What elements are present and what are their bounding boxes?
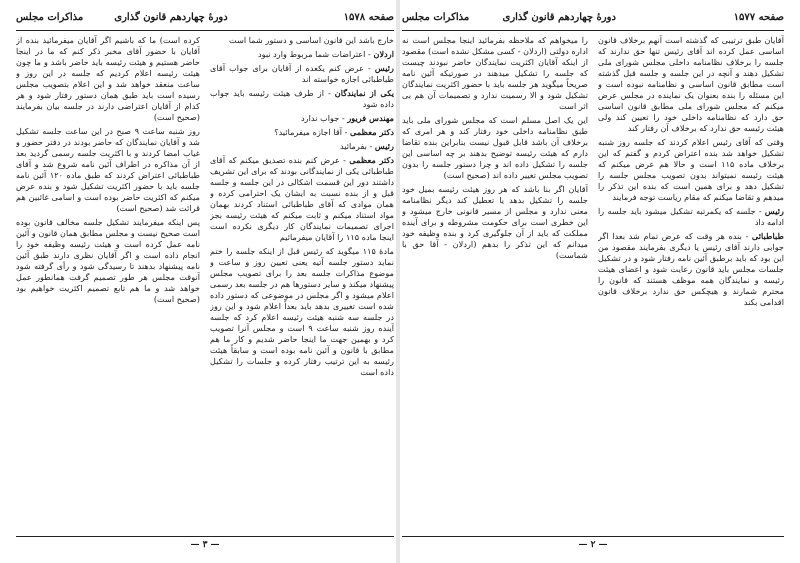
paragraph (210, 127, 394, 138)
speaker-name: رئیس (764, 206, 784, 216)
page-number: صفحه ۱۵۷۷ (733, 12, 784, 23)
paragraph (210, 155, 394, 243)
paragraph-text: - جواب ندارد (301, 113, 348, 123)
text-columns (16, 35, 394, 533)
column-right (598, 35, 784, 533)
speaker-name: طباطبائی (751, 231, 784, 241)
paragraph-text: - عرض کنم بنده تصدیق میکنم که آقای طباطبائی یکی از نمایندگانی بودند که برای این تشریف داشتند دور این قسمت اشکالی در این جلسه و جلسه قبل و از بنده نسبت به ایشان یک احترامی کرده و همان موادی که آقای طباطبائی استناد کردند بهمان مواد استناد میکنم و ثابت میکنم که هیئت رئیسه بجز اجرای تصمیمات نمایندگان کار دیگری نکرده است اینجا ماده ۱۱۵ را آقایان میفرمائیم (210, 155, 394, 242)
paragraph-text: وقتی که آقای رئیس اعلام کردند که جلسه روز شنبه تشکیل خواهد شد بنده اعتراض کردم و گفتم که این برخلاف ماده ۱۱۵ است و حالا هم عرض میکنم که هیئت رئیسه نمیتواند بدون تصویب مجلس جلسه را تشکیل دهد و برای همین است که بنده این تذکر را میدهم و تقاضا میکنم که مقام ریاست توجه فرمایند (598, 137, 784, 202)
paragraph-text: - جلسه که یکمرتبه تشکیل میشود باید جلسه را ادامه داد (598, 206, 784, 227)
speaker-name: دکتر معظمی (350, 127, 394, 137)
paragraph (402, 184, 588, 261)
paragraph-text: آقایان طبق ترتیبی که گذشته است آنهم برخلاف قانون اساسی عمل کرده اند آقای رئیس تنها حق ندارند که جلسه را برخلاف نظامنامه داخلی مجلس شورای ملی تشکیل دهند و آنچه در این جلسه و جلسه قبل گذشته است مطابق قانون اساسی و نظامنامه نبوده است و این مسئله را بنده بعنوان یک نماینده در مجلس عرض میکنم که مجلس شورای ملی مطابق قانون اساسی حق دارد که نظامنامه داخلی خود را تعیین کند ولی هیئت رئیسه حق ندارد که برخلاف آن رفتار کند (598, 35, 784, 133)
header-rule (402, 30, 784, 31)
column-left (16, 35, 200, 533)
right-page (402, 6, 784, 554)
paragraph-text: - عرض کنم یکعده از آقایان برای جواب آقای طباطبائی اجازه خواسته اند (210, 63, 394, 84)
paragraph-text: خارج باشد این قانون اساسی و دستور شما است (229, 35, 394, 45)
paragraph (16, 35, 200, 123)
paragraph-text: - آقا اجازه میفرمائید؟ (274, 127, 350, 137)
paragraph-text: روز شنبه ساعت ۹ صبح در این ساعت جلسه تشکیل شد و آقایان نمایندگان که حاضر بودند در دفتر حضور و غیاب امضا کردند و با اکثریت جلسه رسمی گردید بعد از آن مذاکره در اطراف آئین نامه شروع شد و آقای طباطبائی اعتراض کردند که طبق ماده ۱۲۰ آئین نامه جلسه باید با حضور اکثریت تشکیل شود و بنده عرض میکنم که اکثریت حاضر بوده است و اسامی غائبین هم قرائت شد (صحیح است) (16, 126, 200, 213)
session-title: مذاکرات مجلس (16, 12, 84, 23)
folio-number: — ۳ — (190, 540, 220, 550)
paragraph (210, 113, 394, 124)
page-gutter (396, 0, 400, 563)
speaker-name: مهندس فریور (347, 113, 394, 123)
paragraph-text: - اعتراضات شما مربوط وارد نبود (257, 49, 374, 59)
paragraph (598, 206, 784, 228)
paragraph-text: - بفرمائید (340, 141, 375, 151)
paragraph (598, 231, 784, 308)
column-left (402, 35, 588, 533)
paragraph-text: کرده است) ما که باشیم اگر آقایان میفرمائید بنده از آقایان با حضور آقای مخبر ذکر کنم که ما در اینجا حاضر هستیم و هیئت رئیسه باید حاضر باشد و ما چون هیئت رئیسه اعلام کردیم که جلسه در این روز و ساعت منعقد خواهد شد و این اعلام بتصویب مجلس رسیده است باید طبق همان دستور رفتار شود و هر کدام از آقایان اعتراضی دارند در جلسه بیان بفرمایند (صحیح است) (16, 35, 200, 122)
paragraph (210, 63, 394, 85)
paragraph (210, 88, 394, 110)
speaker-name: اردلان (373, 49, 394, 59)
speaker-name: یکی از نمایندگان (334, 88, 394, 98)
footer-rule (402, 536, 784, 537)
paragraph (210, 246, 394, 378)
speaker-name: دکتر معظمی (349, 155, 394, 165)
paragraph-text: پس اینکه میفرمایند تشکیل جلسه مخالف قانون بوده است صحیح نیست و مجلس مطابق همان قانون و آئین نامه عمل کرده است و هیئت رئیسه وظیفه خود را انجام داده است و اگر آقایان نظری دارند طبق آئین نامه پیشنهاد بدهند تا رسیدگی شود و رأی گرفته شود آنوقت مجلس هر طور تصمیم گرفت همانطور عمل خواهد شد و ما هم تابع تصمیم اکثریت خواهیم بود (صحیح است) (16, 217, 200, 304)
paragraph (210, 35, 394, 46)
page-header (16, 12, 394, 26)
speaker-name: رئیس (374, 141, 394, 151)
paragraph-text: این یک اصل مسلم است که مجلس شورای ملی باید طبق نظامنامه داخلی خود رفتار کند و هر امری که برخلاف آن باشد قابل قبول نیست بنابراین بنده تقاضا دارم که هیئت رئیسه توضیح بدهند بر چه اساسی این جلسه را تشکیل داده اند و چرا دستور جلسه را بدون تصویب مجلس تغییر داده اند (صحیح است) (402, 115, 588, 180)
page-header (402, 12, 784, 26)
paragraph-text: - بنده هر وقت که عرض تمام شد بعدا اگر جوابی دارند آقای رئیس یا دیگری بفرمایند مقصود من این بود که باید برطبق آئین نامه رفتار شود و در تشکیل جلسات مجلس باید قانون رعایت شود و اعضای هیئت رئیسه و نمایندگان همه موظف هستند که قانون را محترم شمارند و هیچکس حق ندارد برخلاف قانون اقدامی بکند (598, 231, 784, 307)
paragraph (210, 49, 394, 60)
page-number: صفحه ۱۵۷۸ (343, 12, 394, 23)
journal-title: دورهٔ چهاردهم قانون گذاری (502, 12, 616, 23)
paragraph (598, 137, 784, 203)
speaker-name: رئیس (374, 63, 394, 73)
paragraph-text: را میخواهم که ملاحظه بفرمائید اینجا مجلس است نه اداره دولتی (اردلان - کسی مشکل نشده است) مقصود از اینکه آقایان اکثریت نمایندگان حاضر نبودند چیست که جلسه را تشکیل میدهند در صورتیکه آئین نامه صریحاً میگوید هر جلسه باید با حضور اکثریت نمایندگان تشکیل شود و الا رسمیت ندارد و تصمیمات آن هم بی اثر است (402, 35, 588, 111)
paragraph (402, 115, 588, 181)
header-rule (16, 30, 394, 31)
paragraph-text: مادهٔ ۱۱۵ میگوید که رئیس قبل از اینکه جلسه را ختم نماید دستور جلسه آتیه یعنی تعیین روز و ساعت و موضوع مذاکرات جلسه بعد را برای تصویب مجلس پیشنهاد میکند و سایر دستورها هم در جلسه بعد رسمی اعلام میشود و اگر مجلس در موضوعی که دستور داده شده است تغییری بدهد باید بعداً اعلام شود و این روز در جلسه سه شنبه هیئت رئیسه اعلام کرد که جلسه آینده روز شنبه ساعت ۹ است و مجلس آنرا تصویب کرد و بهمین جهت ما اینجا حاضر شدیم و کار ما هم مطابق با قانون و آئین نامه بوده است و سابقاً هیئت رئیسه به این ترتیب رفتار کرده و جلسات را تشکیل داده است (210, 246, 394, 377)
journal-title: دورهٔ چهاردهم قانون گذاری (114, 12, 228, 23)
column-right (210, 35, 394, 533)
folio-number: — ۲ — (578, 540, 608, 550)
paragraph (598, 35, 784, 134)
text-columns (402, 35, 784, 533)
paragraph (16, 217, 200, 305)
session-title: مذاکرات مجلس (402, 12, 470, 23)
paragraph (210, 141, 394, 152)
paragraph-text: آقایان اگر بنا باشد که هر روز هیئت رئیسه بمیل خود جلسه را تشکیل بدهد یا تعطیل کند دیگر نظامنامه معنی ندارد و مجلس از مسیر قانونی خارج میشود و این خطری است برای حکومت مشروطه و برای آینده مملکت که باید از آن جلوگیری کرد و بنده وظیفه خود میدانم که این تذکر را بدهم (اردلان - آقا حق با شماست) (402, 184, 588, 260)
footer-rule (16, 536, 394, 537)
paragraph-text: - از طرف هیئت رئیسه باید جواب داده شود (210, 88, 394, 109)
paragraph (402, 35, 588, 112)
left-page (16, 6, 394, 554)
paragraph (16, 126, 200, 214)
